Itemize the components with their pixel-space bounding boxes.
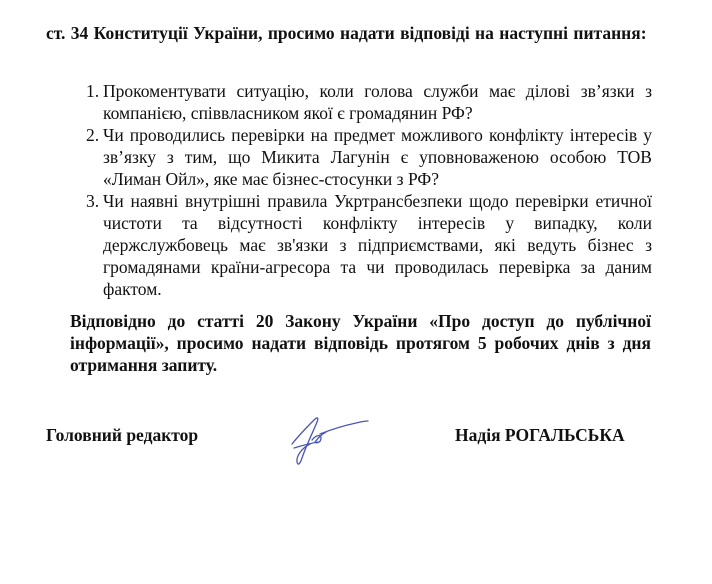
signatory-title: Головний редактор	[46, 425, 199, 445]
signatory-name: Надія РОГАЛЬСЬКА	[455, 425, 625, 445]
question-number: 2.	[86, 125, 100, 145]
question-number: 3.	[86, 191, 100, 211]
closing-paragraph: Відповідно до статті 20 Закону України «Про доступ до публічної інформації», просимо надати відповідь протягом 5 робочих днів з дня отримання запиту.	[70, 311, 651, 375]
question-text: Чи наявні внутрішні правила Укртрансбезпеки щодо перевірки етичної чистоти та відсутності конфлікту інтересів у випадку, коли держслужбовець має зв'язки з підприємствами, які ведуть бізнес з громадянами країни-агресора та чи проводилась перевірка за даним фактом.	[103, 191, 652, 299]
question-item-3	[86, 190, 652, 300]
handwritten-signature	[282, 404, 372, 470]
question-number: 1.	[86, 81, 100, 101]
question-text: Прокоментувати ситуацію, коли голова служби має ділові зв’язки з компанією, співвласником якої є громадянин РФ?	[103, 81, 652, 123]
question-list	[86, 80, 652, 300]
question-item-2	[86, 124, 652, 190]
question-item-1	[86, 80, 652, 124]
question-text: Чи проводились перевірки на предмет можливого конфлікту інтересів у зв’язку з тим, що Микита Лагунін є уповноваженою особою ТОВ «Лиман Ойл», яке має бізнес-стосунки з РФ?	[103, 125, 652, 189]
intro-paragraph: ст. 34 Конституції України, просимо надати відповіді на наступні питання:	[46, 23, 647, 43]
